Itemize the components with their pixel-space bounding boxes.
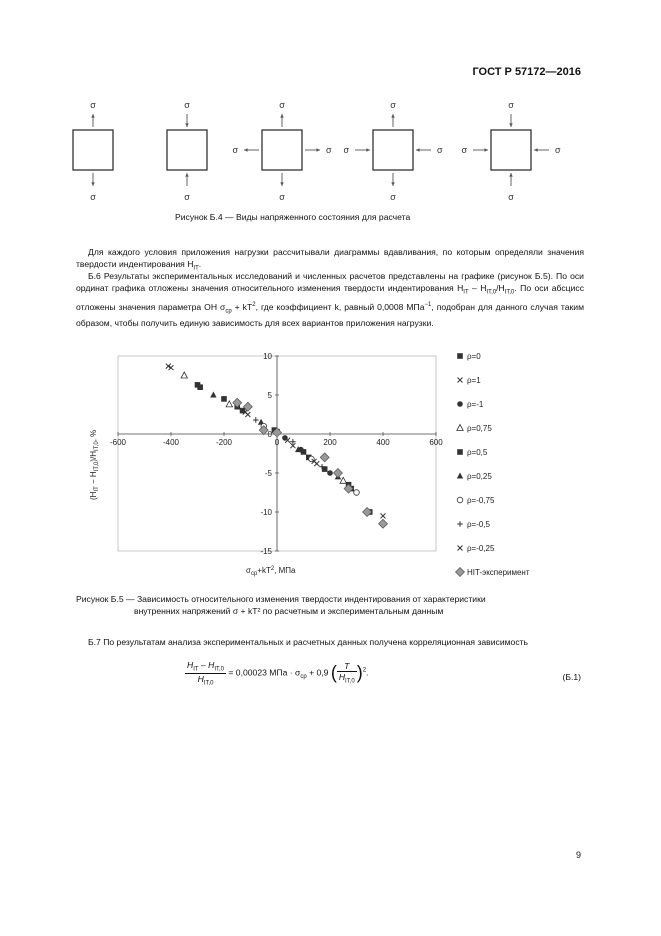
paragraph-3: Б.7 По результатам анализа экспериментальных и расчетных данных получена корреляционная зависимость: [88, 637, 529, 647]
square-element: [373, 130, 413, 170]
y-axis-label: $(H_{IT} - H_{IT,0})/H_{IT,0}$, %: [89, 429, 100, 500]
x-tick-label: 600: [429, 438, 443, 447]
arrowhead: [91, 182, 94, 186]
y-tick-label: -5: [264, 469, 272, 478]
sigma-label: σ: [90, 192, 96, 202]
arrowhead: [91, 114, 94, 118]
arrowhead: [391, 182, 394, 186]
square-element: [167, 130, 207, 170]
square-element: [491, 130, 531, 170]
arrowhead: [509, 123, 512, 127]
data-point: [195, 382, 201, 388]
legend-entry: [458, 376, 482, 385]
sigma-label: σ: [390, 192, 396, 202]
arrowhead: [316, 148, 320, 151]
legend-entry: [457, 400, 484, 409]
formula-fraction: $\frac{H_{IT} - H_{IT,0}}{H_{IT,0}}$: [187, 660, 225, 687]
figure-b5-caption-line1: Рисунок Б.5 — Зависимость относительного изменения твердости индентирования от характеристики: [76, 594, 486, 604]
sigma-label: σ: [555, 145, 561, 155]
paragraph-1: Для каждого условия приложения нагрузки рассчитывали диаграммы вдавливания, по которым определяли значения твердости индентирования $H_{IT}$.: [76, 247, 584, 272]
legend-marker: [457, 473, 463, 479]
legend-entry: [457, 520, 490, 529]
x-tick-label: -600: [109, 438, 127, 447]
y-tick-label: -10: [260, 508, 272, 517]
arrowhead: [391, 114, 394, 118]
legend-label: ρ=0,25: [467, 472, 492, 481]
sigma-label: σ: [279, 192, 285, 202]
legend-marker: [457, 521, 463, 527]
stress-diagram-3: [232, 100, 332, 202]
square-element: [73, 130, 113, 170]
x-tick-label: 400: [376, 438, 390, 447]
legend-label: HIT-эксперимент: [467, 568, 530, 577]
data-point: [354, 490, 360, 496]
data-point: [301, 449, 307, 455]
legend-marker: [457, 401, 463, 407]
legend-marker: [456, 568, 465, 577]
legend-entry: [456, 568, 530, 578]
equation-number: (Б.1): [562, 672, 581, 682]
sigma-label: σ: [279, 100, 285, 110]
legend-label: ρ=0,5: [467, 448, 488, 457]
data-point: [221, 396, 227, 402]
page-number: 9: [575, 850, 581, 860]
stress-diagram-4: [343, 100, 443, 202]
stress-diagram-5: [461, 100, 561, 202]
stress-state-diagrams: [60, 95, 580, 205]
legend-label: ρ=1: [467, 376, 481, 385]
sigma-label: σ: [508, 100, 514, 110]
sigma-label: σ: [508, 192, 514, 202]
x-axis-label: $\sigma_{ср}+kT^2$, МПа: [246, 566, 296, 577]
legend-marker: [458, 378, 463, 383]
legend-marker: [457, 449, 463, 455]
legend-marker: [457, 497, 463, 503]
x-tick-label: -200: [215, 438, 233, 447]
x-tick-label: 0: [274, 438, 280, 447]
x-tick-label: 200: [323, 438, 337, 447]
legend-label: ρ=-1: [467, 400, 484, 409]
figure-b5-caption-line2: внутренних напряжений σ + kT² по расчетным и экспериментальным данным: [134, 606, 444, 616]
sigma-label: σ: [90, 100, 96, 110]
y-tick-label: -15: [260, 547, 272, 556]
legend-label: ρ=0,75: [467, 424, 492, 433]
sigma-label: σ: [232, 145, 238, 155]
sigma-label: σ: [184, 100, 190, 110]
data-point: [327, 470, 333, 476]
legend-label: ρ=-0,5: [467, 520, 491, 529]
legend-entry: [457, 496, 495, 505]
arrowhead: [280, 182, 283, 186]
arrowhead: [185, 173, 188, 177]
legend-label: ρ=-0,75: [467, 496, 495, 505]
arrowhead: [244, 148, 248, 151]
square-element: [262, 130, 302, 170]
sigma-label: σ: [326, 145, 332, 155]
y-tick-label: 0: [267, 430, 272, 439]
figure-b4-caption: Рисунок Б.4 — Виды напряженного состояния для расчета: [175, 212, 411, 222]
sigma-label: σ: [343, 145, 349, 155]
y-tick-label: 5: [267, 391, 272, 400]
formula-b1: $\frac{H_{IT} - H_{IT,0}}{H_{IT,0}}$ = 0,00023 МПа · $\sigma_{ср} + 0,9$ ( $\frac{T}{H_{IT,0}}$ )$^2$.: [187, 660, 369, 687]
document-id: ГОСТ Р 57172—2016: [472, 66, 581, 78]
arrowhead: [280, 114, 283, 118]
legend-marker: [458, 546, 463, 551]
arrowhead: [185, 123, 188, 127]
legend-label: ρ=-0,25: [467, 544, 495, 553]
legend-label: ρ=0: [467, 352, 481, 361]
legend-entry: [457, 448, 488, 457]
stress-diagram-1: [73, 100, 113, 202]
sigma-label: σ: [184, 192, 190, 202]
legend-entry: [458, 544, 496, 553]
stress-diagram-2: [167, 100, 207, 202]
sigma-label: σ: [390, 100, 396, 110]
arrowhead: [534, 148, 538, 151]
arrowhead: [509, 173, 512, 177]
legend-marker: [457, 425, 463, 431]
sigma-label: σ: [437, 145, 443, 155]
x-tick-label: -400: [162, 438, 180, 447]
legend-entry: [457, 424, 493, 433]
scatter-chart: [86, 350, 556, 580]
legend-entry: [457, 352, 481, 361]
sigma-label: σ: [461, 145, 467, 155]
legend-marker: [457, 353, 463, 359]
arrowhead: [484, 148, 488, 151]
paragraph-2: Б.6 Результаты экспериментальных исследований и численных расчетов представлены на графике (рисунок Б.5). По оси ординат графика отложены значения относительного изменения твердости индентирования $H_{IT} - H_{IT,0}/H_{IT,0}$. По оси абсцисс отложены значения параметра ОН $\sigma_{ср} + kT^2$, где коэффициент k, равный 0,0008 МПа$^{-1}$, подобран для данного случая таким образом, чтобы получить единую зависимость для всех вариантов приложения нагрузки.: [76, 271, 585, 329]
arrowhead: [366, 148, 370, 151]
y-tick-label: 10: [263, 352, 272, 361]
legend-entry: [457, 472, 493, 481]
arrowhead: [416, 148, 420, 151]
